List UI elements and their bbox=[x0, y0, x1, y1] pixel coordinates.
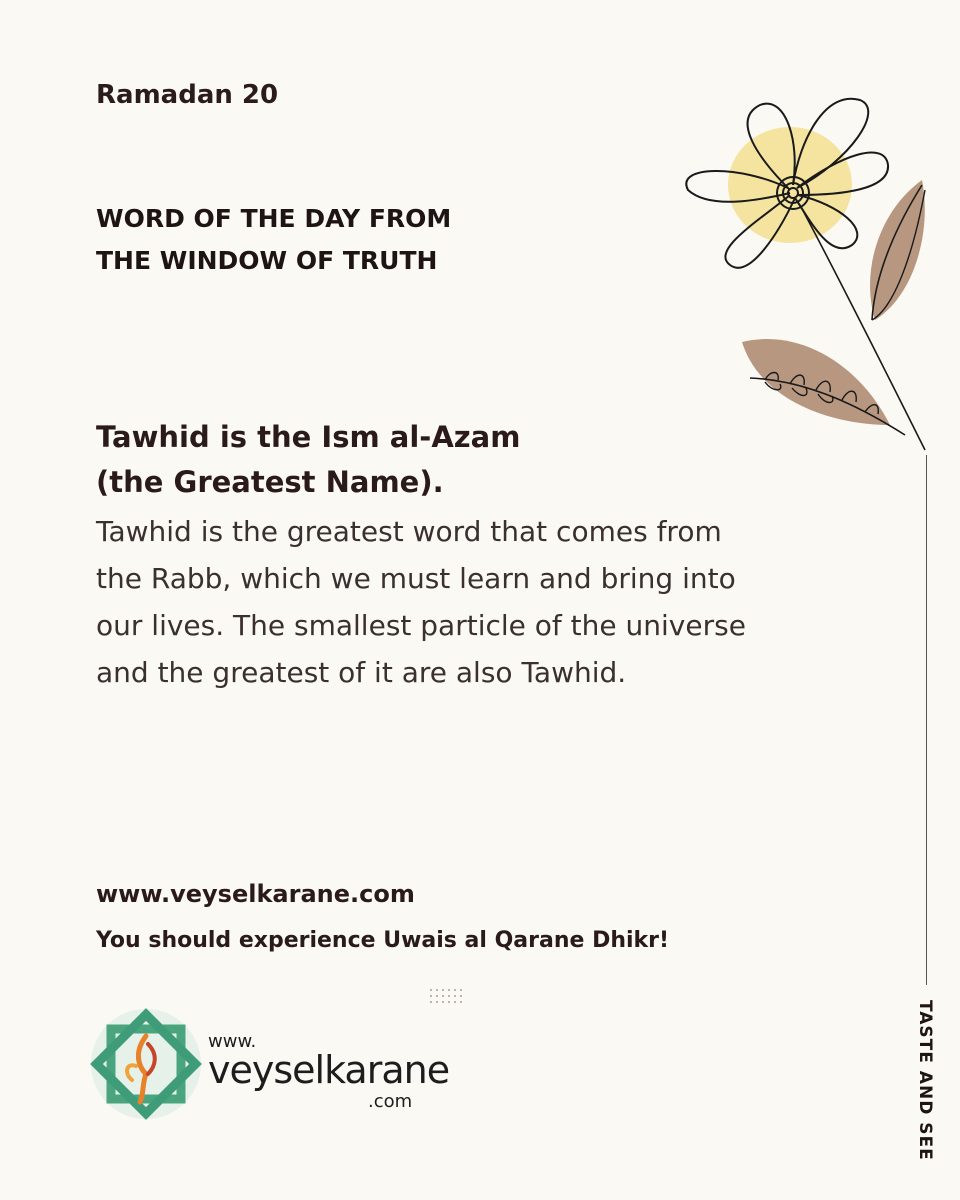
lead-statement bbox=[96, 415, 520, 505]
side-tagline: TASTE AND SEE bbox=[915, 1000, 935, 1161]
vertical-divider bbox=[926, 455, 927, 985]
lead-line-2: (the Greatest Name). bbox=[96, 465, 444, 499]
website-link[interactable]: www.veyselkarane.com bbox=[96, 880, 415, 908]
lead-line-1: Tawhid is the Ism al-Azam bbox=[96, 420, 521, 454]
page-title bbox=[96, 198, 451, 282]
title-line-2: THE WINDOW OF TRUTH bbox=[96, 246, 438, 275]
dot-divider bbox=[428, 987, 462, 1007]
title-line-1: WORD OF THE DAY FROM bbox=[96, 204, 452, 233]
star-emblem-icon bbox=[86, 1004, 206, 1124]
logo-www: www. bbox=[208, 1031, 257, 1052]
brand-logo[interactable] bbox=[86, 1004, 450, 1134]
flower-illustration-icon bbox=[660, 80, 960, 480]
logo-name: veyselkarane bbox=[208, 1048, 450, 1092]
logo-tld: .com bbox=[368, 1091, 413, 1112]
call-to-action: You should experience Uwais al Qarane Dhikr! bbox=[96, 928, 670, 953]
date-label: Ramadan 20 bbox=[96, 80, 279, 110]
body-paragraph: Tawhid is the greatest word that comes from the Rabb, which we must learn and bring into our lives. The smallest particle of the universe and the greatest of it are also Tawhid. bbox=[96, 515, 746, 689]
